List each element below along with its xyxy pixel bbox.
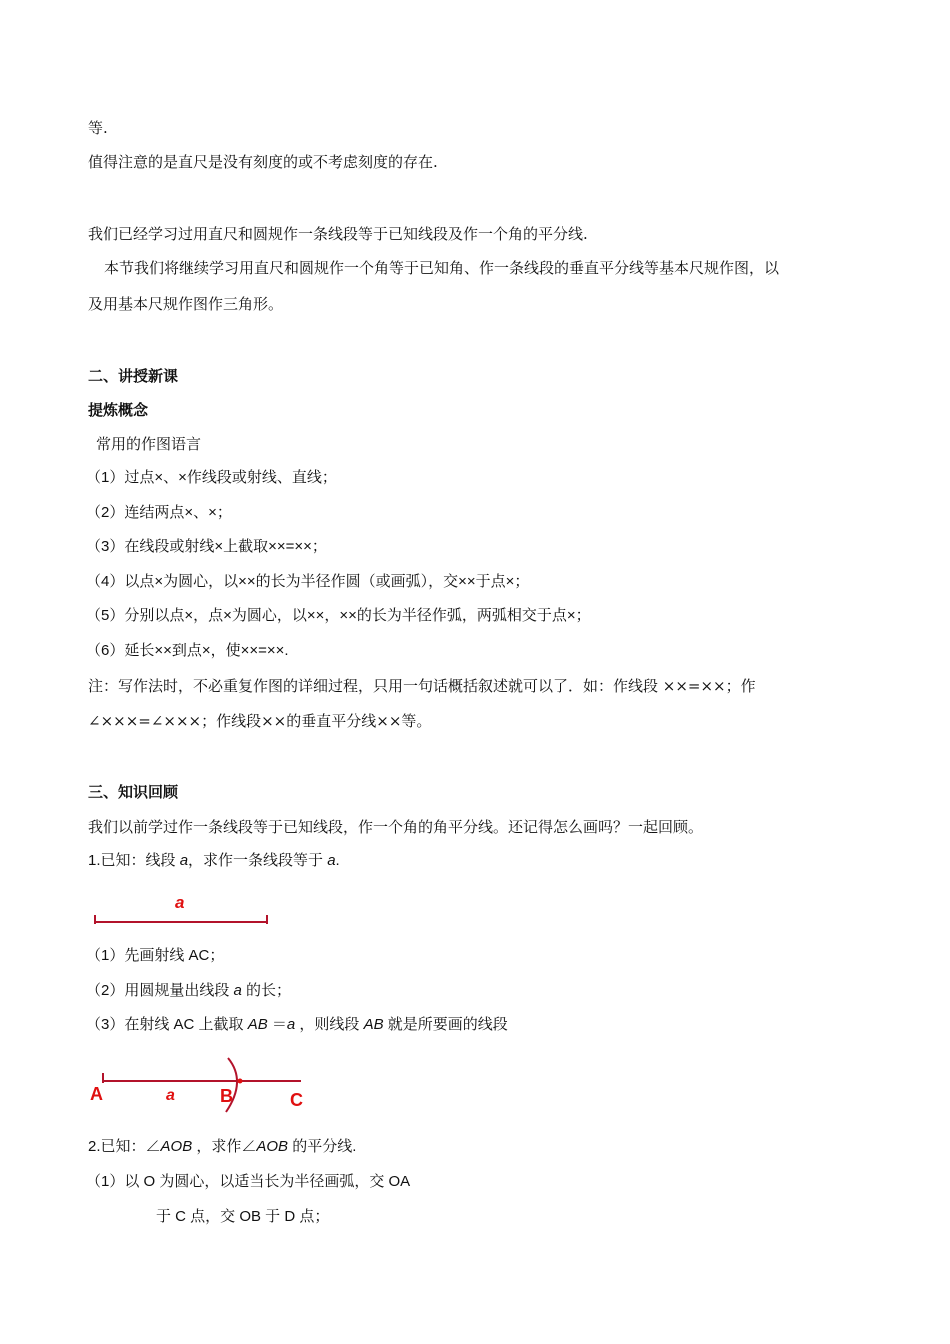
section3-heading: 三、知识回顾 (88, 783, 179, 801)
list-item-3: （3）在线段或射线×上截取××=××； (86, 538, 327, 555)
problem-2-statement: 2.已知：∠AOB ，求作∠AOB 的平分线. (88, 1138, 357, 1155)
point-c-label: C (290, 1090, 303, 1110)
intro-line-5: 及用基本尺规作图作三角形。 (88, 295, 284, 313)
list-item-4: （4）以点×为圆心，以××的长为半径作圆（或画弧），交××于点×； (86, 573, 530, 590)
problem-2-step-1-cont: 于 C 点，交 OB 于 D 点； (156, 1208, 330, 1225)
segment-a-label: a (175, 893, 185, 912)
figure-segment-a (95, 893, 267, 924)
point-b-label: B (220, 1086, 233, 1106)
intro-line-3: 我们已经学习过用直尺和圆规作一条线段等于已知线段及作一个角的平分线. (88, 225, 588, 243)
step-2: （2）用圆规量出线段 a 的长； (86, 982, 292, 999)
segment-a-label-2: a (166, 1087, 175, 1104)
problem-1-statement: 1.已知：线段 a，求作一条线段等于 a. (88, 852, 340, 869)
point-a-label: A (90, 1084, 103, 1104)
problem-2-step-1: （1）以 O 为圆心，以适当长为半径画弧，交 OA (86, 1173, 411, 1190)
intro-line-1: 等. (88, 119, 108, 137)
step-3: （3）在射线 AC 上截取 AB ＝a ，则线段 AB 就是所要画的线段 (86, 1016, 508, 1033)
section3-lead: 我们以前学过作一条线段等于已知线段，作一个角的角平分线。还记得怎么画吗？一起回顾。 (88, 818, 704, 836)
list-item-2: （2）连结两点×、×； (86, 504, 232, 521)
intro-line-4: 本节我们将继续学习用直尺和圆规作一个角等于已知角、作一条线段的垂直平分线等基本尺规作图，以 (104, 259, 780, 277)
list-item-1: （1）过点×、×作线段或射线、直线； (86, 469, 337, 486)
list-item-5: （5）分别以点×，点×为圆心，以××，××的长为半径作弧，两弧相交于点×； (86, 607, 591, 624)
step-1: （1）先画射线 AC； (86, 947, 225, 964)
note-line-1: 注：写作法时，不必重复作图的详细过程，只用一句话概括叙述就可以了．如：作线段 ××=××；作 (88, 677, 756, 695)
section2-lead: 常用的作图语言 (96, 435, 202, 453)
intro-line-2: 值得注意的是直尺是没有刻度的或不考虑刻度的存在. (88, 153, 438, 171)
figure-ray-ac (90, 1058, 303, 1112)
note-line-2: ∠×××=∠×××；作线段××的垂直平分线××等。 (88, 712, 432, 730)
list-item-6: （6）延长××到点×，使××=××. (86, 642, 289, 659)
section2-subheading: 提炼概念 (88, 401, 149, 419)
section2-heading: 二、讲授新课 (88, 367, 179, 385)
point-b-dot (238, 1079, 243, 1084)
